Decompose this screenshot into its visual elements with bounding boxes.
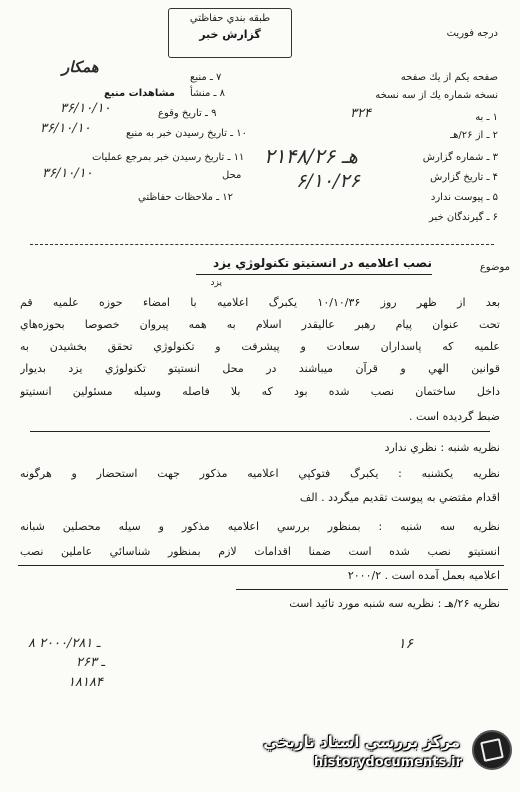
- footer-hand-2: ۲۶۳ ـ: [76, 655, 105, 670]
- left-date-1: ۳۶/۱۰/۱۰: [60, 101, 111, 116]
- note-sunday-2: اقدام مقتضي به پيوست تقديم ميگردد . الف: [299, 491, 500, 504]
- left-date-3: ۳۶/۱۰/۱۰: [42, 166, 93, 181]
- left-item-place: محل: [222, 170, 242, 181]
- right-item-copy: نسخه شماره يك از سه نسخه: [375, 90, 498, 101]
- book-icon: [480, 738, 504, 762]
- left-item-source: ۷ ـ منبع: [190, 72, 222, 83]
- body-line-1: بعد از ظهر روز ۱۰/۱۰/۳۶ يكبرگ اعلاميه با امضاء حوزه علميه قم: [20, 296, 500, 309]
- subject-underline: [196, 274, 432, 275]
- left-item-occurrence: ۹ ـ تاريخ وقوع: [158, 108, 217, 119]
- note-tuesday-1: نظريه سه شنبه : بمنظور بررسي اعلاميه مذكور و سيله محصلين شبانه: [20, 520, 500, 533]
- note-26h: نظريه ۲۶/هـ : نظريه سه شنبه مورد تائيد است: [289, 597, 500, 610]
- right-ref-number: ۳۲۴: [350, 106, 371, 121]
- header-separator: [30, 244, 494, 245]
- body-line-2: تحت عنوان پيام رهبر عاليقدر اسلام به همه پيروان خصوصا بحوزه‌هاي: [20, 318, 500, 331]
- note-saturday: نظريه شنبه : نظري ندارد: [384, 441, 500, 454]
- left-item-received-source: ۱۰ ـ تاريخ رسيدن خبر به منبع: [126, 128, 248, 139]
- page-number: ۱۶: [398, 636, 414, 652]
- left-item-observations: مشاهدات منبع: [104, 88, 175, 99]
- left-date-2: ۳۶/۱۰/۱۰: [40, 121, 91, 136]
- right-item-report-no: ۳ ـ شماره گزارش: [422, 152, 498, 163]
- right-item-to: ۱ ـ به: [475, 112, 498, 123]
- note-tuesday-3: اعلاميه بعمل آمده است . ۲۰۰۰/۲: [347, 569, 500, 582]
- body-line-3: علميه كه پاسداران سعادت و پيشرفت و تكنولوژي تحقق بخشيدن به: [20, 340, 500, 353]
- body-line-5: داخل ساختمان نصب شده بود كه بلا فاصله وسيله مسئولين انستيتو: [20, 385, 500, 398]
- right-item-attachment: ۵ ـ پيوست ندارد: [430, 192, 498, 203]
- footer-hand-1: ۸ ـ ۲۰۰۰/۲۸۱: [28, 636, 101, 651]
- left-item-received-ops: ۱۱ ـ تاريخ رسيدن خبر بمرجع عمليات: [92, 152, 245, 163]
- note-underline-1: [18, 565, 504, 566]
- urgency-label: درجه فوريت: [446, 28, 498, 39]
- right-item-from: ۲ ـ از ۲۶/هـ: [450, 130, 498, 141]
- footer-hand-3: ۱۸۱۸۴: [68, 675, 103, 690]
- left-item-security-notes: ۱۲ ـ ملاحظات حفاظتي: [138, 192, 233, 203]
- report-date-handwritten: ۶/۱۰/۲۶: [296, 170, 360, 192]
- note-tuesday-2: انستيتو نصب شده است ضمنا اقدامات لازم بمنظور شناسائي عاملين نصب: [20, 545, 500, 558]
- right-item-recipients: ۶ ـ گيرندگان خبر: [428, 212, 498, 223]
- classification-stamp: [168, 8, 292, 58]
- watermark-title: مركز بررسي اسناد تاريخي: [263, 733, 460, 751]
- body-line-4: قوانين الهي و قرآن ميباشند در محل انستيتو تكنولوژي يزد بديوار: [20, 362, 500, 375]
- subject-sub: يزد: [210, 278, 222, 288]
- report-number-handwritten: ۲۱۴۸/۲۶ هـ: [264, 144, 358, 168]
- stamp-line1: طبقه بندي حفاظتي: [189, 13, 271, 24]
- subject-text: نصب اعلاميه در انستيتو تكنولوژي يزد: [212, 256, 432, 270]
- note-sunday-1: نظريه يكشنبه : يكبرگ فتوكپي اعلاميه مذكور جهت استحضار و هرگونه: [20, 467, 500, 480]
- subject-label: موضوع: [479, 262, 510, 273]
- stamp-line2: گزارش خبر: [199, 28, 261, 41]
- right-item-page: صفحه يكم از يك صفحه: [400, 72, 498, 83]
- body-line-6: ضبط گرديده است .: [409, 410, 500, 423]
- left-item-origin: ۸ ـ منشأ: [190, 88, 226, 99]
- watermark-url: historydocuments.ir: [313, 755, 462, 770]
- body-separator: [30, 431, 490, 432]
- note-underline-2: [236, 589, 508, 590]
- right-item-report-date: ۴ ـ تاريخ گزارش: [430, 172, 498, 183]
- cooperator-tag: همكار: [62, 58, 99, 76]
